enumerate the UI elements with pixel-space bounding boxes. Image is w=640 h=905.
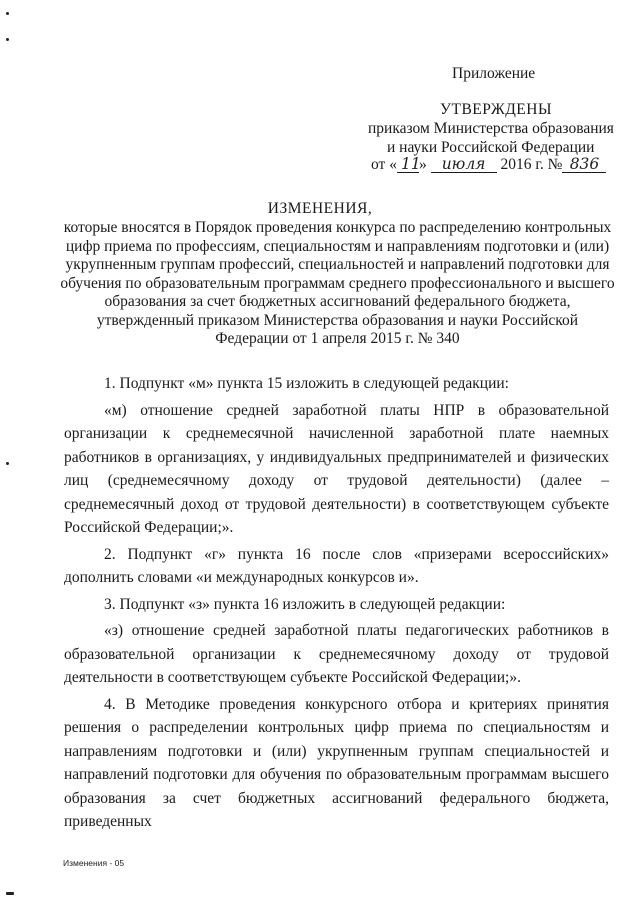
paragraph-1: 1. Подпункт «м» пункта 15 изложить в следующей редакции:	[104, 375, 509, 392]
scan-mark	[6, 462, 9, 465]
paragraph-4: 3. Подпункт «з» пункта 16 изложить в следующей редакции:	[104, 595, 506, 613]
approval-line-1: приказом Министерства образования	[368, 120, 614, 137]
date-mid: »	[418, 156, 427, 173]
handwritten-order-number: 836	[562, 157, 606, 173]
scan-mark	[6, 12, 9, 15]
handwritten-day: 11	[397, 157, 419, 173]
handwritten-month: июля	[431, 157, 497, 173]
approval-date-line	[371, 155, 606, 174]
date-prefix: от «	[371, 156, 397, 173]
document-title: ИЗМЕНЕНИЯ,	[267, 200, 373, 217]
document-subtitle: которые вносятся в Порядок проведения конкурса по распределению контрольных цифр приема по профессиям, специальностям и направлениям подготовки и (или) укрупненным группам профессий, специальностей и направлений подготовки для обучения по образовательным программам среднего профессионального и высшего образования за счет бюджетных ассигнований федерального бюджета, утвержденный приказом Министерства образования и науки Российской Федерации от 1 апреля 2015 г. № 340	[60, 219, 615, 347]
year-text: 2016 г. №	[500, 156, 563, 173]
approval-line-2: и науки Российской Федерации	[387, 139, 595, 156]
scan-mark	[6, 892, 14, 895]
paragraph-2: «м) отношение средней заработной платы НПР в образовательной организации к среднемесячной начисленной заработной плате наемных работников в организациях, у индивидуальных предпринимателей и физических лиц (среднемесячному доходу от трудовой деятельности) (далее – среднемесячный доход от трудовой деятельности) в соответствующем субъекте Российской Федерации;».	[64, 401, 609, 536]
document-body	[64, 372, 609, 834]
paragraph-3: 2. Подпункт «г» пункта 16 после слов «призерами всероссийских» дополнить словами «и международных конкурсов и».	[64, 545, 609, 586]
scan-mark	[6, 38, 9, 41]
page-footer: Изменения - 05	[63, 858, 125, 868]
paragraph-6: 4. В Методике проведения конкурсного отбора и критериях принятия решения о распределении контрольных цифр приема по специальностям и направлениям подготовки и (или) укрупненным группам специальностей и направлений подготовки для обучения по образовательным программам высшего образования за счет бюджетных ассигнований федерального бюджета, приведенных	[64, 695, 609, 830]
appendix-label: Приложение	[452, 65, 536, 82]
approved-label: УТВЕРЖДЕНЫ	[440, 101, 552, 118]
paragraph-5: «з) отношение средней заработной платы педагогических работников в образовательной организации к среднемесячному доходу от трудовой деятельности в соответствующем субъекте Российской Федерации;».	[64, 622, 609, 686]
